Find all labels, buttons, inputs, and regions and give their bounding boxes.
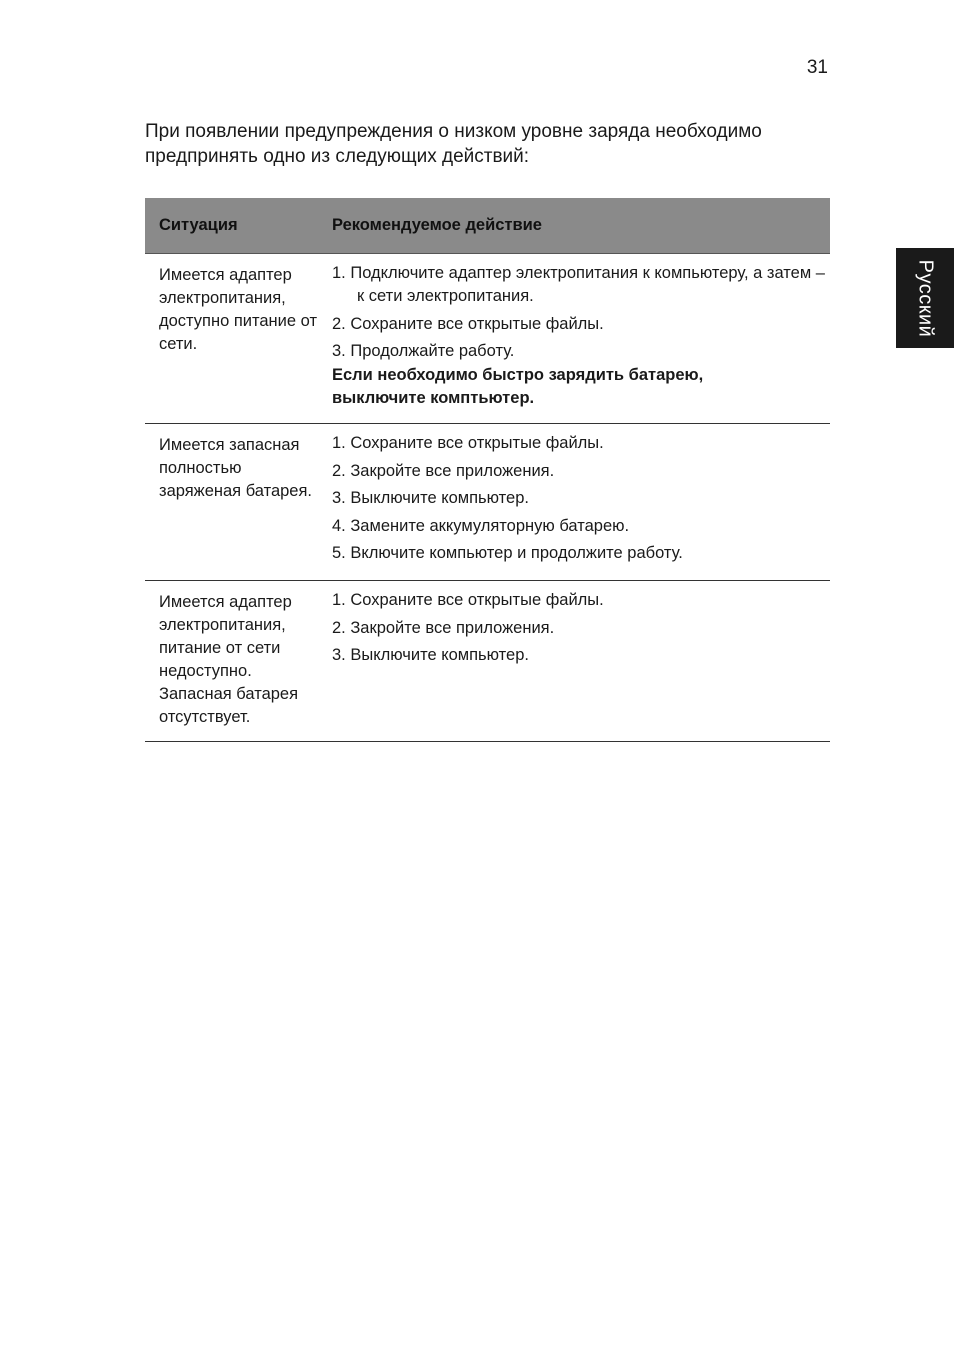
situation-cell: Имеется адаптер электропитания, доступно питание от сети. bbox=[159, 266, 318, 353]
action-cell bbox=[332, 581, 830, 741]
action-note: Если необходимо быстро зарядить батарею, выключите комптьютер. bbox=[332, 365, 704, 407]
action-step: 1. Сохраните все открытые файлы. bbox=[332, 591, 604, 609]
table-row bbox=[145, 424, 830, 581]
page-number: 31 bbox=[806, 57, 828, 78]
table-row bbox=[145, 254, 830, 424]
action-step: 5. Включите компьютер и продолжите работу. bbox=[332, 544, 683, 562]
action-cell bbox=[332, 254, 830, 423]
action-step: 3. Продолжайте работу. bbox=[332, 342, 515, 360]
action-step: 2. Закройте все приложения. bbox=[332, 461, 555, 480]
action-step: 1. Сохраните все открытые файлы. bbox=[332, 434, 604, 452]
language-tab-label: Русский bbox=[914, 259, 937, 337]
situation-cell: Имеется запасная полностью заряженая батарея. bbox=[159, 436, 312, 500]
table-row bbox=[145, 581, 830, 742]
battery-actions-table bbox=[145, 198, 830, 742]
action-step: 1. Подключите адаптер электропитания к компьютеру, а затем – к сети электропитания. bbox=[332, 264, 825, 305]
intro-paragraph: При появлении предупреждения о низком уровне заряда необходимо предпринять одно из следующих действий: bbox=[145, 121, 762, 167]
header-action: Рекомендуемое действие bbox=[332, 216, 542, 234]
header-situation: Ситуация bbox=[159, 216, 238, 234]
action-step: 3. Выключите компьютер. bbox=[332, 646, 529, 664]
action-step: 2. Сохраните все открытые файлы. bbox=[332, 314, 604, 333]
action-step: 3. Выключите компьютер. bbox=[332, 489, 529, 507]
situation-cell: Имеется адаптер электропитания, питание от сети недоступно. Запасная батарея отсутствует. bbox=[159, 593, 299, 726]
language-tab bbox=[896, 248, 954, 348]
table-header bbox=[145, 198, 830, 254]
action-cell bbox=[332, 424, 830, 580]
action-step: 4. Замените аккумуляторную батарею. bbox=[332, 516, 630, 535]
action-step: 2. Закройте все приложения. bbox=[332, 618, 555, 637]
